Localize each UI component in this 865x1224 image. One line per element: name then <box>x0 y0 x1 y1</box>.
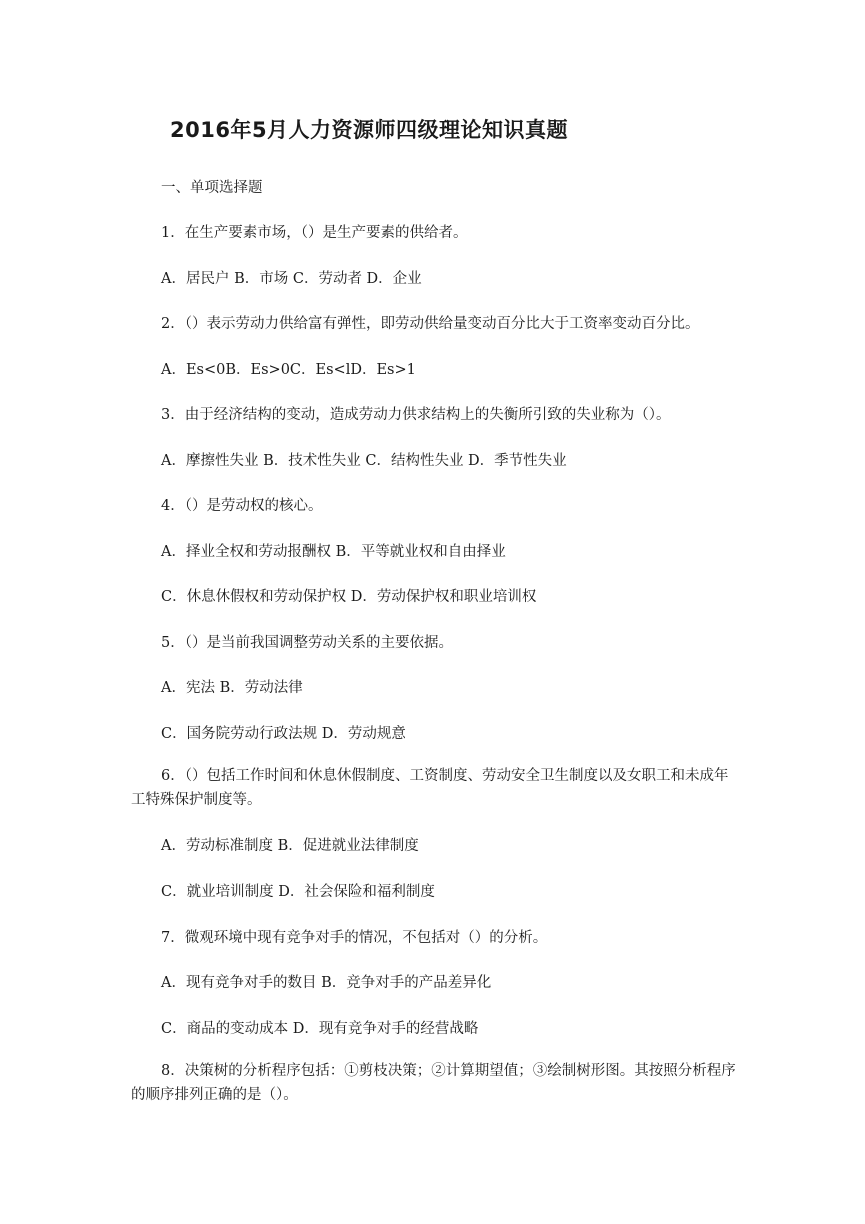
question-5-options-cd: C．国务院劳动行政法规 D．劳动规意 <box>161 726 406 742</box>
question-6-options-cd: C．就业培训制度 D．社会保险和福利制度 <box>161 884 435 900</box>
section-heading: 一、单项选择题 <box>161 180 263 196</box>
question-6: 6．（）包括工作时间和休息休假制度、工资制度、劳动安全卫生制度以及女职工和未成年工特殊保护制度等。 <box>131 768 729 808</box>
question-8: 8．决策树的分析程序包括：①剪枝决策；②计算期望值；③绘制树形图。其按照分析程序的顺序排列正确的是（）。 <box>131 1063 736 1103</box>
question-3-options: A．摩擦性失业 B．技术性失业 C．结构性失业 D．季节性失业 <box>161 453 567 469</box>
question-4-options-ab: A．择业全权和劳动报酬权 B．平等就业权和自由择业 <box>161 544 506 560</box>
question-7-options-cd: C．商品的变动成本 D．现有竞争对手的经营战略 <box>161 1021 479 1037</box>
document-title: 2016年5月人力资源师四级理论知识真题 <box>170 118 569 142</box>
question-1-options: A．居民户 B．市场 C．劳动者 D．企业 <box>161 271 422 287</box>
question-3: 3．由于经济结构的变动，造成劳动力供求结构上的失衡所引致的失业称为（）。 <box>161 407 671 423</box>
question-4-options-cd: C．休息休假权和劳动保护权 D．劳动保护权和职业培训权 <box>161 589 537 605</box>
question-2: 2．（）表示劳动力供给富有弹性，即劳动供给量变动百分比大于工资率变动百分比。 <box>161 316 700 332</box>
question-2-options: A．Es<0B．Es>0C．Es<lD．Es>1 <box>161 362 416 378</box>
question-7-options-ab: A．现有竞争对手的数目 B．竞争对手的产品差异化 <box>161 975 492 991</box>
question-7: 7．微观环境中现有竞争对手的情况，不包括对（）的分析。 <box>161 930 548 946</box>
question-6-options-ab: A．劳动标准制度 B．促进就业法律制度 <box>161 838 419 854</box>
question-4: 4．（）是劳动权的核心。 <box>161 498 323 514</box>
question-5: 5．（）是当前我国调整劳动关系的主要依据。 <box>161 635 453 651</box>
question-5-options-ab: A．宪法 B．劳动法律 <box>161 680 303 696</box>
question-1: 1．在生产要素市场，（）是生产要素的供给者。 <box>161 225 468 241</box>
